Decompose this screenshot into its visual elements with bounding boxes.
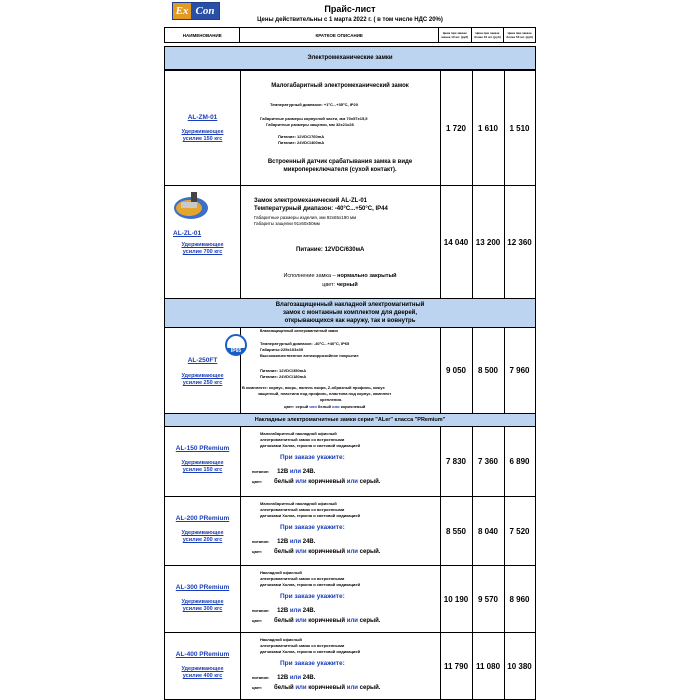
exec-label: Исполнение замка – [283, 273, 338, 279]
power-12v: 12В [277, 469, 289, 475]
product-row-250ft [164, 327, 536, 414]
color-or2: или [346, 479, 358, 485]
hold-force[interactable] [165, 666, 240, 680]
color-label: цвет: [252, 685, 263, 690]
desc-temp: Температурный диапазон: -40°С...+50°С, IP44 [254, 206, 388, 212]
hold-line1[interactable]: Удерживающее [181, 666, 224, 672]
name-cell [165, 71, 241, 185]
hold-line2[interactable]: усилие 300 кгс [182, 606, 223, 612]
model-link[interactable]: AL-200 PRemium [175, 515, 230, 522]
power-options [252, 469, 315, 475]
price-lt10: 10 190 [440, 566, 473, 632]
desc-line3: датчиками Холла, геркона и световой индикацией [260, 443, 361, 448]
model-link[interactable]: AL-ZM-01 [187, 114, 218, 121]
logo-con: Con [191, 3, 219, 19]
color-white: белый [274, 618, 294, 624]
power-label: питание: [252, 539, 270, 544]
power-24v: 24В. [302, 608, 316, 614]
color-options [252, 618, 380, 624]
hold-line2[interactable]: усилие 150 кгс [182, 136, 223, 142]
price-gt10: 1 610 [472, 71, 505, 185]
price-gt10: 7 360 [472, 427, 505, 496]
price-gt50: 6 890 [509, 457, 530, 466]
price-gt50: 7 520 [509, 526, 530, 536]
power-12v: 12В [277, 675, 289, 681]
desc-line2: электромагнитный замок со встроенными [260, 643, 345, 648]
price-gt50: 8 960 [509, 594, 530, 604]
hold-line1[interactable]: Удерживающее [181, 599, 224, 605]
page-subtitle: Цены действительны с 1 марта 2022 г. ( в том числе НДС 20%) [257, 17, 443, 23]
price-lt10: 9 050 [440, 328, 473, 413]
section-waterproof [164, 298, 536, 328]
col-price3-header: Цена при заказе более 50 шт. (руб) [504, 28, 536, 43]
price-lt10: 8 550 [440, 497, 473, 565]
price-gt10: 8 500 [472, 328, 505, 413]
power-12v: 12В [277, 539, 289, 545]
color-or1: или [309, 404, 317, 409]
ip65-label: IP65 [227, 348, 245, 354]
power-options [252, 539, 315, 545]
desc-line3: датчиками Холла, геркона и световой индикацией [260, 582, 361, 587]
color-value: черный [336, 282, 358, 288]
desc-line3: датчиками Холла, геркона и световой индикацией [260, 513, 361, 518]
exec-value: нормально закрытый [337, 273, 397, 279]
power-label: питание: [252, 675, 270, 680]
color-brown: коричневый [308, 479, 346, 485]
desc-line1: Малогабаритный накладной офисный [260, 431, 337, 436]
price-gt50: 1 510 [509, 123, 530, 133]
color-or1: или [295, 685, 307, 691]
hold-force[interactable] [165, 460, 240, 474]
desc-temp: Температурный диапазон: +1°С...+35°С, IP20 [270, 102, 358, 107]
model-link[interactable]: AL-300 PRemium [175, 584, 230, 591]
desc-execution [240, 273, 440, 279]
name-cell [165, 633, 241, 699]
hold-force[interactable] [165, 530, 240, 544]
color-brown: коричневый [308, 549, 346, 555]
desc-line2: электромагнитный замок со встроенными [260, 507, 345, 512]
model-link[interactable]: AL-400 PRemium [175, 651, 230, 658]
model-link[interactable]: AL-150 PRemium [175, 445, 230, 452]
power-or: или [289, 539, 302, 545]
color-or2: или [332, 404, 340, 409]
price-lt10: 7 830 [440, 427, 473, 496]
product-name: Замок электромеханический AL-ZL-01 [254, 198, 368, 204]
hold-line1[interactable]: Удерживающее [181, 373, 224, 379]
logo-ex: Ex [173, 3, 191, 19]
col-price2-header: Цена при заказе более 10 шт. (руб) [471, 28, 504, 43]
color-grey: серый. [359, 685, 381, 691]
desc-color [284, 404, 365, 409]
product-row-premium [164, 426, 536, 497]
color-or1: или [295, 479, 307, 485]
desc-power1: Питание: 12VDC/760mA [278, 134, 325, 139]
section-premium: Накладные электромагнитные замки серии "ALer" класса "PRemium" [164, 413, 536, 427]
hold-line2[interactable]: усилие 700 кгс [182, 249, 223, 255]
desc-color [240, 282, 440, 288]
desc-dim1: Габаритные размеры изделия, мм 92х65х190 мм [254, 215, 357, 220]
desc-cell [240, 497, 441, 565]
color-brown: коричневый [308, 618, 346, 624]
hold-line2[interactable]: усилие 250 кгс [182, 380, 223, 386]
order-note: При заказе укажите: [280, 593, 345, 600]
color-or1: или [295, 618, 307, 624]
color-options [252, 479, 380, 485]
color-label: цвет: [252, 549, 263, 554]
desc-size: Габариты:225х103х39 [260, 347, 303, 352]
price-gt50: 12 360 [507, 237, 532, 247]
color-grey: серый. [359, 618, 381, 624]
desc-cell [240, 186, 441, 298]
color-grey: цвет: серый [284, 404, 310, 409]
color-options [252, 549, 380, 555]
desc-cell [240, 566, 441, 632]
desc-power: Питание: 12VDC/630мА [296, 247, 365, 253]
power-24v: 24В. [302, 469, 316, 475]
power-24v: 24В. [302, 539, 316, 545]
hold-line2[interactable]: усилие 400 кгс [182, 673, 223, 679]
power-12v: 12В [277, 608, 289, 614]
desc-temp: Температурный диапазон: -40°С...+40°С, IP65 [260, 341, 350, 346]
hold-line1[interactable]: Удерживающее [181, 129, 224, 135]
hold-line1[interactable]: Удерживающее [181, 242, 224, 248]
color-white: белый [316, 404, 333, 409]
power-label: питание: [252, 469, 270, 474]
price-gt10: 9 570 [472, 566, 505, 632]
price-lt10: 11 790 [440, 633, 473, 699]
desc-line3: датчиками Холла, геркона и световой индикацией [260, 649, 361, 654]
color-or2: или [346, 685, 358, 691]
product-row-zl01 [164, 185, 536, 299]
name-cell [165, 497, 241, 565]
desc-dim1: Габаритные размеры корпусной части, мм 70х57х15,5 [260, 116, 368, 121]
power-or: или [289, 469, 302, 475]
product-name: Малогабаритный электромеханический замок [271, 83, 409, 89]
order-note: При заказе укажите: [280, 524, 345, 531]
product-row-zm01 [164, 70, 536, 186]
name-cell [165, 427, 241, 496]
desc-cell [240, 633, 441, 699]
desc-line2: электромагнитный замок со встроенными [260, 437, 345, 442]
power-or: или [289, 608, 302, 614]
col-name-header: НАИМЕНОВАНИЕ [165, 28, 240, 43]
desc-kit2: защитный, пластина под профиль, пластина под корпус, комплект [258, 391, 392, 396]
color-grey: серый. [359, 479, 381, 485]
lock-product-image [171, 188, 211, 220]
hold-force[interactable] [165, 242, 240, 256]
desc-power2: Питание: 24VDC/400mA [278, 140, 325, 145]
desc-line1: Малогабаритный накладной офисный [260, 501, 337, 506]
model-link[interactable]: AL-250FT [187, 357, 218, 364]
hold-line2[interactable]: усилие 150 кгс [182, 467, 223, 473]
color-or1: или [295, 549, 307, 555]
desc-cell [240, 328, 441, 413]
order-note: При заказе укажите: [280, 454, 345, 461]
desc-power2: Питание: 24VDC/180mA [260, 374, 307, 379]
color-brown: коричневый [308, 685, 346, 691]
order-note: При заказе укажите: [280, 660, 345, 667]
desc-sensor1: Встроенный датчик срабатывания замка в виде [267, 159, 413, 165]
desc-cell [240, 71, 441, 185]
power-options [252, 675, 315, 681]
section-line1: Влагозащищенный накладной электромагнитный [275, 302, 425, 308]
color-label: цвет: [252, 479, 263, 484]
power-options [252, 608, 315, 614]
color-white: белый [274, 685, 294, 691]
power-or: или [289, 675, 302, 681]
desc-kit3: крепления. [320, 397, 343, 402]
section-electromechanical: Электромеханические замки [164, 46, 536, 70]
price-gt10: 13 200 [472, 186, 505, 298]
power-24v: 24В. [302, 675, 316, 681]
color-label: цвет: [252, 618, 263, 623]
desc-kit1: В комплекте: корпус, якорь, панель якоря, Z-образный профиль, кожух [242, 385, 385, 390]
desc-power1: Питание: 12VDC/350mA [260, 368, 307, 373]
desc-line1: Накладной офисный [260, 637, 302, 642]
color-white: белый [274, 479, 294, 485]
name-cell [165, 566, 241, 632]
desc-dim2: Габаритные размеры защелки, мм 32х21х28 [266, 122, 354, 127]
color-label: цвет: [322, 282, 337, 288]
price-gt50: 7 960 [509, 366, 530, 375]
product-row-premium [164, 565, 536, 633]
color-grey: серый. [359, 549, 381, 555]
product-row-premium [164, 632, 536, 700]
desc-cell [240, 427, 441, 496]
price-lt10: 1 720 [440, 71, 473, 185]
hold-line1[interactable]: Удерживающее [181, 460, 224, 466]
color-brown: коричневый [339, 404, 366, 409]
desc-dim2: Габариты защелки 91х60х50мм [254, 221, 320, 226]
color-options [252, 685, 380, 691]
price-gt10: 8 040 [472, 497, 505, 565]
col-desc-header: КРАТКОЕ ОПИСАНИЕ [240, 28, 438, 43]
price-gt10: 11 080 [472, 633, 505, 699]
desc-line1: Накладной офисный [260, 570, 302, 575]
hold-line2[interactable]: усилие 200 кгс [182, 537, 223, 543]
price-gt50: 10 380 [507, 661, 532, 671]
hold-force[interactable] [165, 599, 240, 613]
price-lt10: 14 040 [440, 186, 473, 298]
page-title: Прайс-лист [324, 4, 376, 14]
col-price1-header: Цена при заказе менее 10 шт. (руб) [438, 28, 471, 43]
color-white: белый [274, 549, 294, 555]
desc-sensor2: микропереключателя (сухой контакт). [283, 167, 397, 173]
color-or2: или [346, 618, 358, 624]
section-line2: замок с монтажным комплектом для дверей, [282, 310, 418, 316]
model-link[interactable]: AL-ZL-01 [173, 230, 202, 237]
power-label: питание: [252, 608, 270, 613]
desc-title: Влагозащищенный электромагнитный замок [260, 329, 339, 333]
column-header [164, 27, 536, 43]
desc-line2: электромагнитный замок со встроенными [260, 576, 345, 581]
hold-force[interactable] [165, 373, 240, 387]
section-line3: открывающихся как наружу, так и вовнутрь [284, 318, 416, 324]
name-cell [165, 186, 241, 298]
color-or2: или [346, 549, 358, 555]
hold-line1[interactable]: Удерживающее [181, 530, 224, 536]
desc-coating: Высококачественное антикоррозийное покрытие [260, 353, 359, 358]
product-row-premium [164, 496, 536, 566]
hold-force[interactable] [165, 129, 240, 143]
